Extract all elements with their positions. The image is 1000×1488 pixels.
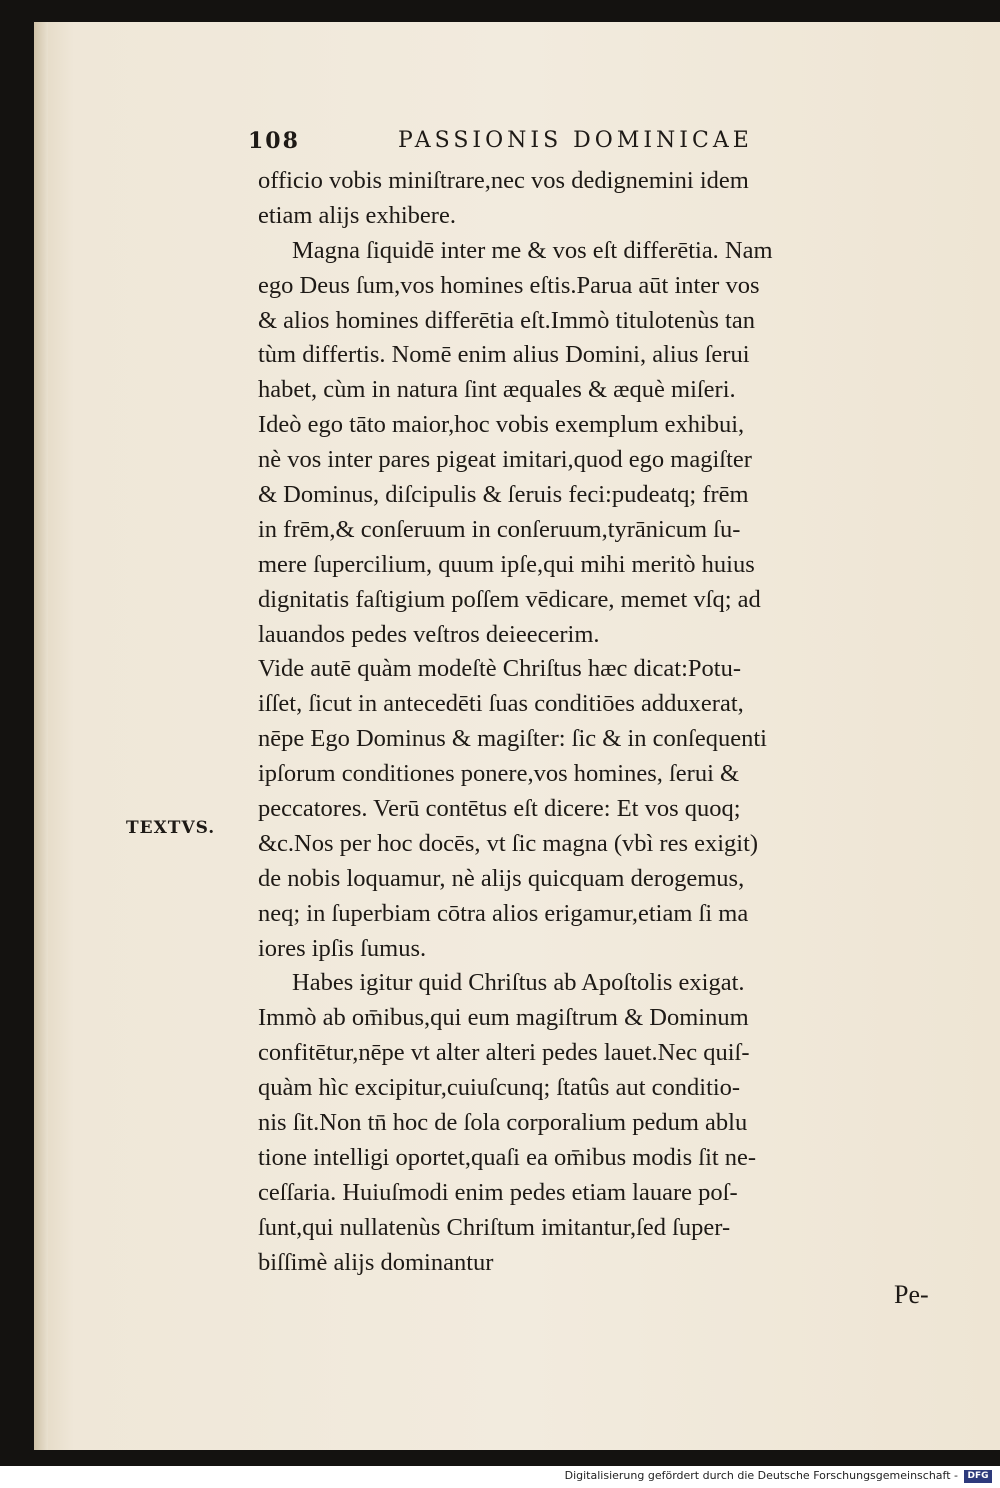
text-line: dignitatis faſtigium poſſem vēdicare, memet vſq; ad [258,585,761,613]
text-line: quàm hìc excipitur,cuiuſcunq; ſtatûs aut conditio- [258,1074,741,1102]
text-line: & Dominus, diſcipulis & ſeruis feci:pudeatq; frēm [258,481,749,509]
text-line: tione intelligi oportet,quaſi ea om̄ibus modis ſit ne- [258,1143,757,1171]
text-line: habet, cùm in natura ſint æquales & æquè miſeri. [258,376,736,404]
text-line: etiam alijs exhibere. [258,201,456,229]
text-line: in frēm,& conſeruum in conſeruum,tyrānicum ſu- [258,515,741,543]
text-line: mere ſupercilium, quum ipſe,qui mihi meritò huius [258,550,755,578]
dfg-logo: DFG [964,1470,992,1483]
text-line: Habes igitur quid Chriſtus ab Apoſtolis exigat. [292,969,745,997]
text-line: Ideò ego tāto maior,hoc vobis exemplum exhibui, [258,411,745,439]
text-line: ceſſaria. Huiuſmodi enim pedes etiam lauare poſ- [258,1178,738,1206]
text-line: tùm differtis. Nomē enim alius Domini, alius ſerui [258,341,750,369]
text-line: & alios homines differētia eſt.Immò titulotenùs tan [258,306,755,334]
text-line: de nobis loquamur, nè alijs quicquam derogemus, [258,864,745,892]
text-line: lauandos pedes veſtros deieecerim. [258,620,600,648]
text-line: confitētur,nēpe vt alter alteri pedes lauet.Nec quiſ- [258,1039,750,1067]
text-line: ego Deus ſum,vos homines eſtis.Parua aūt inter vos [258,271,760,299]
text-line: iſſet, ſicut in antecedēti ſuas conditiōes adduxerat, [258,690,744,718]
main-text-block [258,164,948,1281]
page-gutter [34,22,48,1450]
running-title: PASSIONIS DOMINICAE [398,128,753,153]
catchword: Pe- [894,1280,929,1309]
text-line: &c.Nos per hoc docēs, vt ſic magna (vbì res exigit) [258,829,759,857]
page-header [248,128,948,162]
text-line: nis ſit.Non tn̄ hoc de ſola corporalium pedum ablu [258,1109,748,1137]
text-line: Immò ab om̄ibus,qui eum magiſtrum & Dominum [258,1004,749,1032]
marginal-note: TEXTVS. [126,818,216,838]
text-line: peccatores. Verū contētus eſt dicere: Et vos quoq; [258,795,741,823]
text-line: neq; in ſuperbiam cōtra alios erigamur,etiam ſi ma [258,899,749,927]
text-line: ipſorum conditiones ponere,vos homines, ſerui & [258,760,740,788]
text-line: biſſimè alijs dominantur [258,1248,494,1276]
text-line: nēpe Ego Dominus & magiſter: ſic & in conſequenti [258,725,767,753]
digitization-credit: Digitalisierung gefördert durch die Deutsche Forschungsgemeinschaft - [564,1469,958,1482]
page-number: 108 [248,128,300,154]
text-line: Vide autē quàm modeſtè Chriſtus hæc dicat:Potu- [258,655,741,683]
text-line: Magna ſiquidē inter me & vos eſt differētia. Nam [292,236,773,264]
text-line: nè vos inter pares pigeat imitari,quod ego magiſter [258,446,752,474]
text-line: officio vobis miniſtrare,nec vos dedignemini idem [258,167,749,194]
text-line: iores ipſis ſumus. [258,934,427,962]
text-line: ſunt,qui nullatenùs Chriſtum imitantur,ſed ſuper- [258,1213,731,1241]
